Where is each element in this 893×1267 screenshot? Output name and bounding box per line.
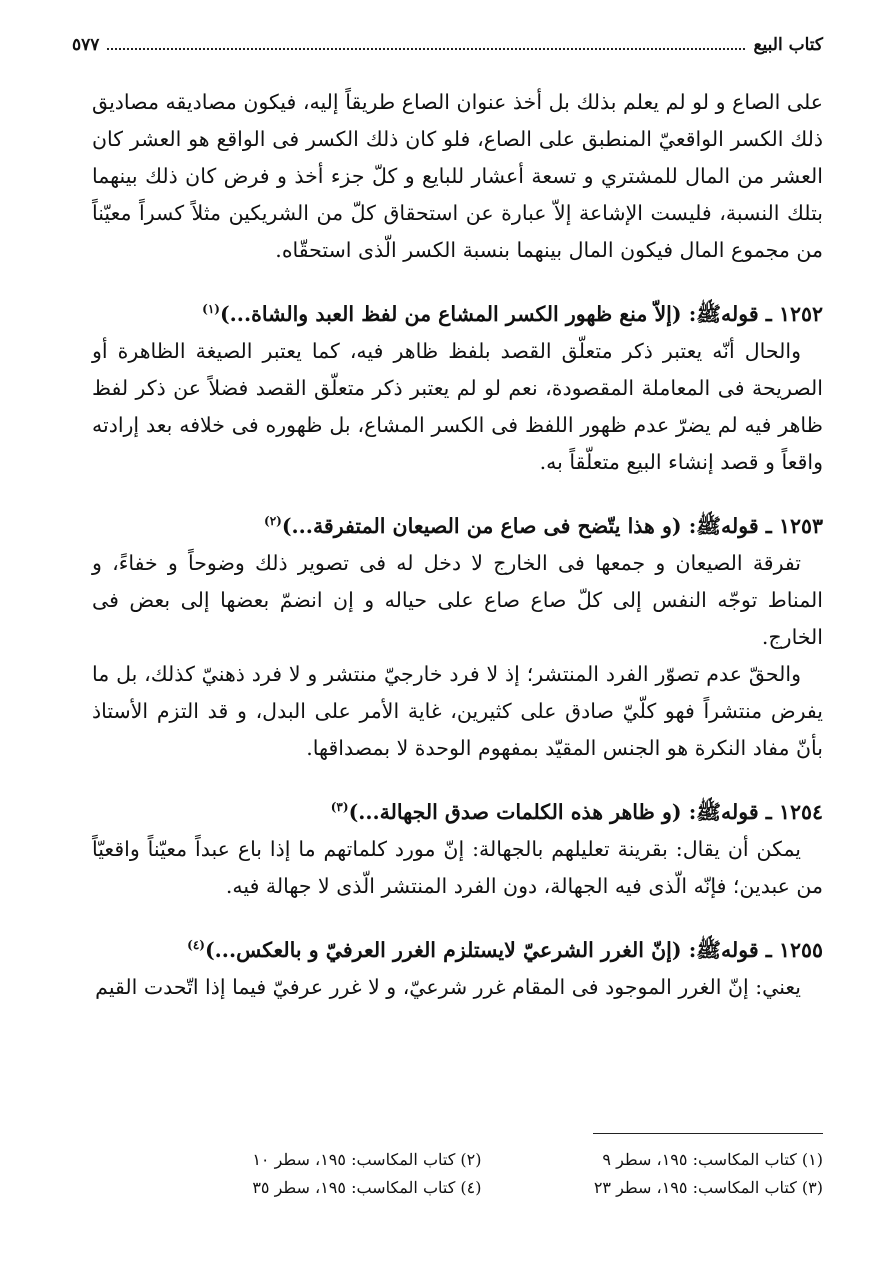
heading-1252 bbox=[92, 296, 823, 333]
paragraph-1253-b: والحقّ عدم تصوّر الفرد المنتشر؛ إذ لا فرد خارجيّ منتشر و لا فرد ذهنيّ كذلك، بل ما يفرض منتشراً فهو كلّيّ صادق على كثيرين، غاية الأمر على البدل، و قد التزم الأستاذ بأنّ مفاد النكرة هو الجنس المقيّد بمفهوم الوحدة لا بمصداقها. bbox=[92, 662, 823, 760]
header-dot-leader bbox=[107, 48, 745, 50]
heading-text: ١٢٥٣ ـ قوله‌ﷺ: (و هذا يتّضح فى صاع من الصيعان المتفرقة...) bbox=[281, 514, 823, 538]
footnote-ref: (٤) bbox=[187, 938, 205, 953]
heading-text: ١٢٥٥ ـ قوله‌ﷺ: (إنّ الغرر الشرعيّ لايستلزم الغرر العرفيّ و بالعكس...) bbox=[204, 938, 823, 962]
footnote-3: (٣) كتاب المكاسب: ١٩٥، سطر ٢٣ bbox=[593, 1178, 823, 1197]
heading-text: ١٢٥٤ ـ قوله‌ﷺ: (و ظاهر هذه الكلمات صدق الجهالة...) bbox=[348, 800, 823, 824]
paragraph-1255: يعني: إنّ الغرر الموجود فى المقام غرر شرعيّ، و لا غرر عرفيّ فيما إذا اتّحدت القيم bbox=[95, 975, 801, 999]
footnote-ref: (٢) bbox=[264, 514, 282, 529]
heading-1253 bbox=[92, 508, 823, 545]
paragraph-1254: يمكن أن يقال: بقرينة تعليلهم بالجهالة: إنّ مورد كلماتهم ما إذا باع عبداً معيّناً واقعيّاً من عبدين؛ فإنّه الّذى فيه الجهالة، دون الفرد المنتشر الّذى لا جهالة فيه. bbox=[92, 837, 823, 898]
heading-1255 bbox=[92, 932, 823, 969]
footnote-2: (٢) كتاب المكاسب: ١٩٥، سطر ١٠ bbox=[252, 1150, 482, 1169]
paragraph-1253-a: تفرقة الصيعان و جمعها فى الخارج لا دخل له فى تصوير ذلك وضوحاً و خفاءً، و المناط توجّه النفس إلى كلّ صاع صاع على حياله و إن انضمّ بعضها إلى بعض فى الخارج. bbox=[92, 551, 823, 649]
footnotes bbox=[180, 1146, 823, 1202]
footnote-divider bbox=[593, 1133, 823, 1134]
footnote-1: (١) كتاب المكاسب: ١٩٥، سطر ٩ bbox=[602, 1150, 823, 1169]
footnote-4: (٤) كتاب المكاسب: ١٩٥، سطر ٣٥ bbox=[252, 1178, 482, 1197]
heading-1254 bbox=[92, 794, 823, 831]
paragraph-1252: والحال أنّه يعتبر ذكر متعلّق القصد بلفظ ظاهر فيه، كما يعتبر الصيغة الظاهرة أو الصريحة فى المعاملة المقصودة، نعم لو لم يعتبر ذكر متعلّق القصد فضلاً عن ذكر لفظ ظاهر فيه لم يضرّ عدم ظهور اللفظ فى الكسر المشاع، بل ظهوره فى خلافه بعد إرادته واقعاً و قصد إنشاء البيع متعلّقاً به. bbox=[92, 339, 823, 474]
page-number: ٥٧٧ bbox=[72, 35, 100, 55]
heading-text: ١٢٥٢ ـ قوله‌ﷺ: (إلاّ منع ظهور الكسر المشاع من لفظ العبد والشاة...) bbox=[219, 302, 823, 326]
footnote-ref: (٣) bbox=[330, 800, 349, 815]
footnote-ref: (١) bbox=[202, 302, 220, 317]
running-header bbox=[72, 30, 823, 60]
main-text bbox=[92, 84, 823, 1006]
running-title: كتاب البيع bbox=[753, 35, 823, 55]
paragraph-continued: على الصاع و لو لم يعلم بذلك بل أخذ عنوان الصاع طريقاً إليه، فيكون مصاديقه مصاديق ذلك الكسر الواقعيّ المنطبق على الصاع، فلو كان ذلك الكسر فى الواقع هو العشر كان العشر من المال للمشتري و تسعة أعشار للبايع و كلّ جزء أخذ و فرض كان ذلك بينهما بتلك النسبة، فليست الإشاعة إلاّ عبارة عن استحقاق كلّ من الشريكين مثلاً كسراً معيّناً من مجموع المال فيكون المال بينهما بنسبة الكسر الّذى استحقّاه. bbox=[92, 90, 823, 262]
